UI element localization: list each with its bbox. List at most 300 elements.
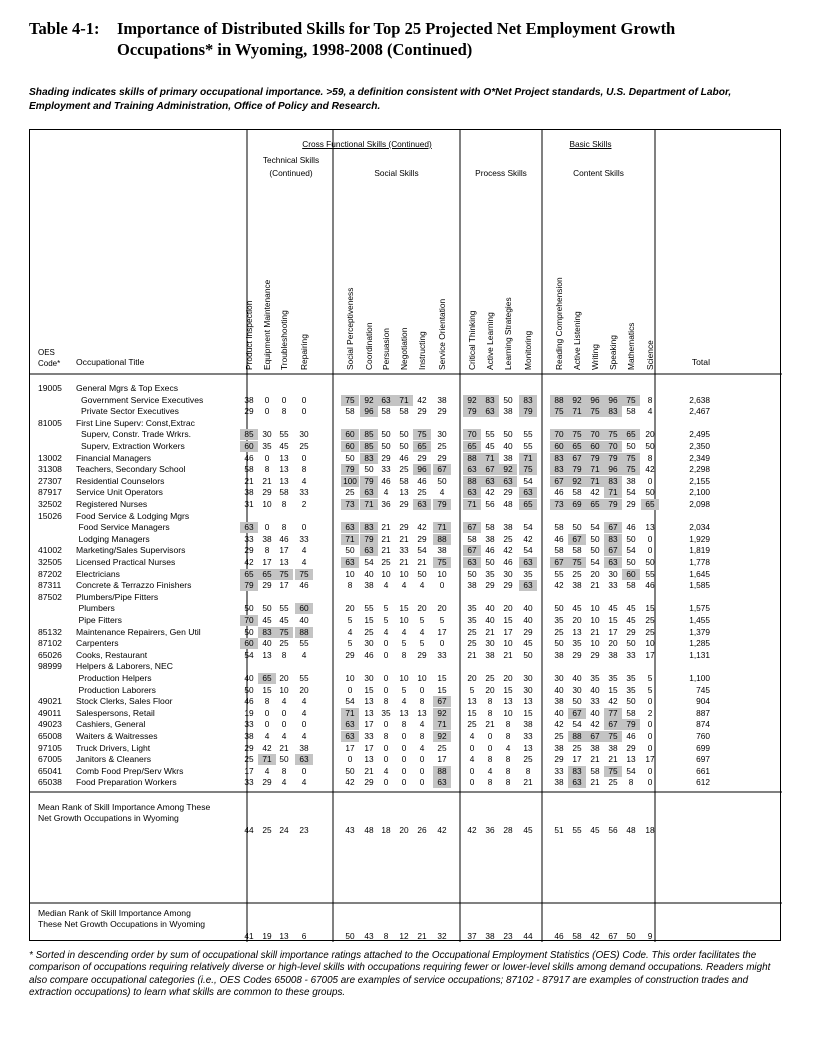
oes-code: 32505 [38,557,62,567]
table-cell: 45 [279,441,289,451]
table-cell: 67 [433,464,451,475]
table-cell: 0 [301,522,307,533]
table-cell: 21 [262,475,272,486]
table-cell: 15 [467,707,477,718]
table-cell: 10 [345,673,355,683]
table-cell: 0 [401,754,407,765]
table-cell: 13 [626,754,636,765]
table-cell: 55 [523,429,533,440]
table-cell: 0 [439,580,445,591]
table-cell: 20 [299,684,309,695]
row-total: 1,819 [689,545,710,556]
table-cell: 45 [572,603,582,614]
table-cell: 96 [360,406,378,417]
table-cell: 63 [481,406,499,417]
table-cell: 50 [572,696,582,707]
row-total: 1,575 [689,603,710,614]
table-cell: 35 [554,615,564,625]
table-cell: 40 [590,707,600,718]
table-cell: 38 [554,742,564,753]
table-cell: 75 [413,429,431,440]
table-cell: 75 [550,406,568,417]
table-cell: 8 [647,394,653,405]
table-cell: 20 [503,673,513,683]
table-cell: 58 [467,533,477,544]
summary-cell: 50 [345,931,355,941]
row-total: 904 [696,696,710,707]
skill-label-writing: Writing [590,344,600,370]
table-cell: 60 [550,441,568,452]
occupation-title: Food Service & Lodging Mgrs [76,510,190,521]
header-social-skills: Social Skills [374,168,419,178]
table-cell: 30 [523,684,533,695]
table-cell: 46 [279,533,289,544]
table-cell: 25 [244,754,254,765]
table-cell: 0 [487,731,493,741]
table-cell: 75 [275,569,293,580]
table-cell: 0 [383,754,389,765]
table-cell: 83 [568,766,586,777]
table-cell: 4 [419,719,425,730]
table-cell: 65 [413,441,431,452]
table-cell: 8 [487,707,493,718]
table-cell: 42 [645,464,655,475]
table-cell: 25 [279,638,289,649]
table-cell: 79 [604,453,622,464]
table-cell: 75 [568,557,586,568]
table-cell: 65 [568,441,586,452]
table-cell: 17 [279,545,289,556]
summary-cell: 32 [437,931,447,941]
table-cell: 21 [608,754,618,765]
table-cell: 75 [586,406,604,417]
table-cell: 50 [503,429,513,440]
table-cell: 50 [381,441,391,451]
summary-cell: 13 [279,931,289,941]
table-cell: 13 [262,649,272,660]
table-cell: 50 [485,557,495,567]
table-cell: 96 [413,464,431,475]
table-cell: 4 [347,626,353,637]
table-cell: 13 [523,696,533,707]
table-cell: 69 [568,499,586,510]
table-cell: 75 [433,557,451,568]
summary-cell: 44 [523,931,533,941]
table-cell: 54 [345,696,355,707]
oes-code: 85132 [38,626,62,637]
table-cell: 25 [467,626,477,637]
table-cell: 40 [523,615,533,625]
table-cell: 0 [383,719,389,730]
table-cell: 30 [523,673,533,683]
table-cell: 50 [626,557,636,567]
row-total: 1,645 [689,568,710,579]
table-cell: 42 [608,696,618,707]
table-cell: 67 [568,708,586,719]
table-cell: 17 [244,765,254,776]
table-cell: 38 [244,487,254,498]
table-cell: 45 [485,441,495,451]
table-cell: 58 [626,406,636,417]
table-cell: 42 [590,719,600,730]
table-cell: 70 [550,429,568,440]
table-cell: 25 [572,742,582,753]
table-cell: 71 [395,395,413,406]
row-total: 661 [696,765,710,776]
table-cell: 0 [383,638,389,649]
mean-rank-row-label-1: Mean Rank of Skill Importance Among These [38,802,211,812]
table-cell: 38 [503,406,513,417]
table-cell: 35 [381,707,391,718]
table-cell: 45 [523,638,533,649]
occupation-title: Janitors & Cleaners [76,754,151,765]
table-cell: 4 [301,777,307,788]
table-cell: 63 [295,754,313,765]
table-cell: 46 [626,522,636,533]
table-cell: 0 [264,707,270,718]
table-cell: 88 [433,766,451,777]
table-cell: 50 [523,649,533,660]
table-cell: 79 [586,453,604,464]
table-cell: 8 [281,522,287,533]
summary-cell: 50 [626,931,636,941]
table-cell: 17 [437,754,447,765]
table-cell: 29 [503,580,513,591]
table-cell: 10 [399,568,409,579]
table-cell: 4 [301,731,307,741]
table-cell: 17 [437,626,447,637]
table-cell: 50 [437,475,447,486]
table-cell: 40 [503,441,513,451]
table-cell: 63 [519,580,537,591]
table-cell: 30 [364,638,374,649]
table-cell: 75 [622,464,640,475]
table-cell: 38 [503,522,513,533]
table-cell: 55 [279,603,289,614]
table-cell: 33 [381,464,391,475]
table-cell: 38 [485,533,495,544]
summary-cell: 28 [503,825,513,835]
table-cell: 88 [433,534,451,545]
table-cell: 25 [437,441,447,451]
table-cell: 79 [341,464,359,475]
table-cell: 45 [279,615,289,625]
table-cell: 15 [608,615,618,625]
table-cell: 33 [626,649,636,660]
table-cell: 29 [626,499,636,509]
table-cell: 83 [258,627,276,638]
table-cell: 83 [519,395,537,406]
table-cell: 8 [487,696,493,707]
table-cell: 10 [399,673,409,683]
table-cell: 8 [487,777,493,788]
table-cell: 75 [519,464,537,475]
oes-code: 31308 [38,464,62,475]
occupation-title: Concrete & Terrazzo Finishers [76,580,192,591]
table-title [29,18,799,60]
table-cell: 8 [401,719,407,730]
table-cell: 50 [417,568,427,579]
skill-label-coordination: Coordination [364,322,374,370]
table-cell: 8 [383,731,389,741]
occupation-title: Electricians [76,568,120,579]
occupation-title: Registered Nurses [76,499,148,509]
row-total: 1,285 [689,638,710,649]
table-cell: 20 [279,673,289,683]
table-cell: 0 [439,638,445,649]
occupation-title: Pipe Fitters [78,615,122,625]
table-cell: 63 [360,487,378,498]
table-cell: 48 [503,499,513,509]
table-cell: 42 [554,719,564,730]
table-cell: 0 [647,696,653,707]
table-cell: 55 [523,441,533,451]
table-cell: 8 [347,580,353,591]
header-process-skills: Process Skills [475,168,527,178]
table-cell: 5 [439,615,445,625]
table-cell: 21 [590,754,600,765]
table-cell: 13 [417,707,427,718]
table-cell: 10 [381,568,391,579]
table-cell: 4 [281,777,287,788]
table-cell: 0 [419,754,425,765]
occupation-title: Carpenters [76,638,119,649]
table-cell: 29 [437,452,447,463]
table-cell: 75 [622,395,640,406]
table-cell: 10 [590,603,600,614]
table-cell: 63 [341,719,359,730]
table-cell: 46 [626,731,636,741]
table-cell: 29 [626,742,636,753]
row-total: 1,778 [689,557,710,567]
summary-cell: 46 [554,931,564,941]
summary-cell: 24 [279,825,289,835]
table-cell: 38 [608,649,618,660]
table-cell: 36 [381,499,391,509]
oes-code: 49023 [38,719,62,730]
table-cell: 73 [341,499,359,510]
table-cell: 38 [262,533,272,544]
table-cell: 55 [485,429,495,440]
table-cell: 63 [463,487,481,498]
table-cell: 46 [244,452,254,463]
table-cell: 33 [523,731,533,741]
header-cross-functional: Cross Functional Skills (Continued) [302,139,432,149]
row-total: 2,155 [689,475,710,486]
table-cell: 20 [485,684,495,695]
table-cell: 50 [345,765,355,776]
table-cell: 4 [281,731,287,741]
table-cell: 75 [295,569,313,580]
row-total: 2,098 [689,499,710,509]
table-cell: 79 [360,534,378,545]
table-cell: 13 [399,707,409,718]
table-cell: 0 [383,673,389,683]
summary-cell: 8 [383,931,389,941]
table-cell: 13 [279,475,289,486]
table-cell: 73 [550,499,568,510]
table-cell: 10 [345,568,355,579]
table-cell: 50 [244,684,254,695]
row-total: 2,495 [689,429,710,440]
table-cell: 0 [647,777,653,788]
table-cell: 50 [399,429,409,440]
table-cell: 30 [485,638,495,649]
table-cell: 38 [572,580,582,591]
occupation-title: Cashiers, General [76,719,146,730]
table-cell: 83 [550,464,568,475]
oes-code: 87102 [38,638,62,649]
table-cell: 65 [586,499,604,510]
table-cell: 71 [463,499,481,510]
skill-label-persuasion: Persuasion [381,328,391,370]
table-cell: 0 [647,765,653,776]
table-cell: 40 [554,707,564,718]
table-cell: 21 [523,777,533,788]
table-cell: 40 [485,615,495,625]
table-cell: 21 [381,533,391,544]
table-cell: 50 [262,603,272,614]
table-cell: 50 [645,487,655,498]
table-cell: 63 [481,476,499,487]
table-cell: 31 [244,499,254,509]
median-rank-row-label-2: These Net Growth Occupations in Wyoming [38,919,206,929]
table-cell: 21 [590,580,600,591]
table-cell: 35 [485,568,495,579]
table-cell: 4 [487,765,493,776]
table-cell: 38 [523,719,533,730]
table-cell: 30 [364,673,374,683]
skill-label-critical-thinking: Critical Thinking [467,310,477,370]
table-cell: 50 [244,626,254,637]
table-cell: 40 [554,684,564,695]
table-cell: 54 [590,522,600,533]
table-cell: 8 [419,731,425,741]
table-cell: 13 [279,557,289,567]
table-cell: 5 [419,638,425,649]
oes-code: 27307 [38,475,62,486]
table-cell: 0 [487,742,493,753]
table-cell: 71 [341,708,359,719]
table-cell: 10 [262,499,272,509]
table-cell: 33 [244,777,254,788]
table-cell: 63 [568,777,586,788]
table-cell: 40 [572,673,582,683]
table-cell: 15 [364,684,374,695]
table-cell: 77 [604,708,622,719]
summary-cell: 9 [647,931,653,941]
table-cell: 5 [383,603,389,614]
table-cell: 30 [572,684,582,695]
table-cell: 85 [360,429,378,440]
table-cell: 50 [381,429,391,440]
table-cell: 63 [341,522,359,533]
table-cell: 4 [439,487,445,498]
table-cell: 83 [604,406,622,417]
row-total: 2,350 [689,441,710,451]
table-cell: 4 [383,487,389,498]
table-cell: 35 [590,673,600,683]
table-cell: 0 [301,406,307,417]
table-cell: 58 [554,545,564,556]
table-cell: 13 [467,696,477,707]
table-cell: 67 [604,522,622,533]
occupation-title: Residential Counselors [76,475,165,486]
table-cell: 13 [364,707,374,718]
summary-cell: 67 [608,931,618,941]
table-cell: 4 [383,626,389,637]
table-cell: 0 [401,765,407,776]
table-cell: 63 [360,545,378,556]
table-cell: 60 [586,441,604,452]
table-cell: 15 [503,684,513,695]
table-cell: 30 [437,429,447,440]
table-cell: 13 [523,742,533,753]
table-cell: 67 [568,453,586,464]
table-cell: 25 [523,754,533,765]
skill-label-learning-strategies: Learning Strategies [503,297,513,370]
table-cell: 75 [568,429,586,440]
title-line-1: Importance of Distributed Skills for Top 25 Projected Net Employment Growth [117,19,676,38]
header-occupational-title: Occupational Title [76,357,145,367]
table-cell: 88 [463,453,481,464]
summary-cell: 20 [399,825,409,835]
summary-cell: 37 [467,931,477,941]
row-total: 1,379 [689,626,710,637]
table-cell: 63 [463,557,481,568]
table-cell: 63 [519,557,537,568]
table-cell: 29 [399,499,409,509]
table-cell: 0 [401,777,407,788]
table-cell: 30 [608,568,618,579]
table-cell: 0 [647,475,653,486]
table-cell: 21 [485,719,495,730]
mean-rank-row-label-2: Net Growth Occupations in Wyoming [38,813,179,823]
table-cell: 58 [381,406,391,417]
summary-cell: 25 [262,825,272,835]
table-cell: 0 [419,777,425,788]
table-cell: 0 [281,719,287,730]
row-total: 2,034 [689,522,710,533]
table-cell: 2 [301,499,307,509]
table-cell: 0 [647,545,653,556]
table-cell: 8 [419,696,425,707]
table-cell: 4 [383,580,389,591]
occupation-title: Production Laborers [78,684,156,695]
table-cell: 29 [364,777,374,788]
table-cell: 17 [645,649,655,660]
table-cell: 10 [503,638,513,649]
table-cell: 42 [262,742,272,753]
table-cell: 55 [364,603,374,614]
table-cell: 35 [608,673,618,683]
occupation-title: Financial Managers [76,452,151,463]
table-cell: 60 [622,569,640,580]
table-cell: 8 [281,499,287,509]
table-number: Table 4-1: [29,19,100,38]
table-cell: 4 [301,475,307,486]
row-total: 1,585 [689,580,710,591]
table-cell: 79 [604,499,622,510]
occupation-title: Stock Clerks, Sales Floor [76,696,173,707]
table-cell: 54 [417,545,427,556]
occupation-title: Plumbers [78,603,115,614]
occupation-title: Marketing/Sales Supervisors [76,545,186,556]
table-cell: 71 [433,719,451,730]
table-cell: 0 [469,777,475,788]
table-cell: 4 [264,731,270,741]
table-cell: 0 [647,731,653,741]
